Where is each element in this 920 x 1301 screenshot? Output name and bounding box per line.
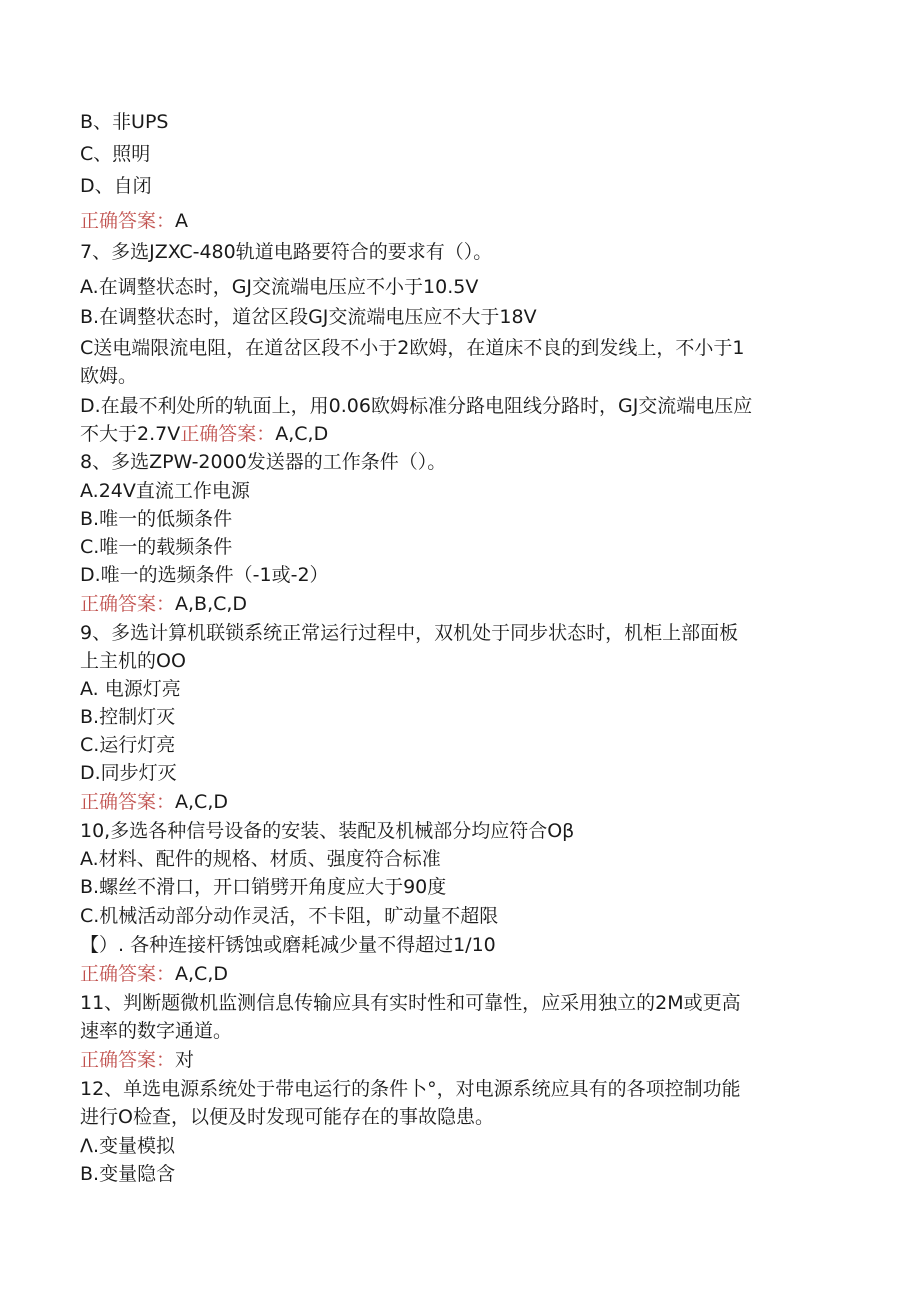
answer-label: 正确答案： [80, 1049, 176, 1071]
option-d: D.在最不利处所的轨面上，用0.06欧姆标准分路电阻线分路时，GJ交流端电压应 [80, 395, 753, 417]
answer-label: 正确答案： [80, 791, 176, 813]
answer-value: A,B,C,D [175, 593, 248, 615]
option-d: D、自闭 [80, 175, 152, 197]
option-b: B.变量隐含 [80, 1163, 176, 1185]
option-c: C.机械活动部分动作灵活，不卡阻，旷动量不超限 [80, 905, 499, 927]
answer-line [80, 960, 840, 988]
option-c-cont: 欧姆。 [80, 365, 138, 387]
option-b: B.在调整状态时，道岔区段GJ交流端电压应不大于18V [80, 306, 537, 328]
option-b: B.螺丝不滑口，开口销劈开角度应大于90度 [80, 876, 447, 898]
option-c: C送电端限流电阻，在道岔区段不小于2欧姆，在道床不良的到发线上，不小于1 [80, 337, 745, 359]
option-b: B.唯一的低频条件 [80, 508, 233, 530]
option-a: A.在调整状态时，GJ交流端电压应不小于10.5V [80, 276, 479, 298]
answer-label: 正确答案： [80, 593, 176, 615]
answer-line [80, 1046, 840, 1074]
option-a: A.24V直流工作电源 [80, 480, 250, 502]
answer-value: A [175, 210, 189, 232]
answer-line [80, 590, 840, 618]
option-d: D.同步灯灭 [80, 762, 177, 784]
answer-label: 正确答案： [80, 210, 176, 232]
option-a: A.材料、配件的规格、材质、强度符合标准 [80, 848, 441, 870]
question-11-cont: 速率的数字通道。 [80, 1020, 233, 1042]
option-c: C、照明 [80, 143, 151, 165]
option-a: A. 电源灯亮 [80, 678, 181, 700]
question-8: 8、多选ZPW-2000发送器的工作条件（）。 [80, 451, 447, 473]
option-d: 【）. 各种连接杆锈蚀或磨耗减少量不得超过1/10 [80, 934, 496, 956]
option-c: C.唯一的载频条件 [80, 536, 233, 558]
answer-line [80, 207, 840, 235]
answer-label: 正确答案： [80, 963, 176, 985]
question-10: 10,多选各种信号设备的安装、装配及机械部分均应符合Oβ [80, 820, 575, 842]
option-c: C.运行灯亮 [80, 734, 176, 756]
answer-line [80, 788, 840, 816]
option-b: B、非UPS [80, 111, 169, 133]
question-11: 11、判断题微机监测信息传输应具有实时性和可靠性，应采用独立的2M或更高 [80, 992, 741, 1014]
option-a: Λ.变量模拟 [80, 1135, 176, 1157]
question-9-cont: 上主机的OO [80, 650, 186, 672]
answer-value: A,C,D [275, 423, 329, 445]
answer-label: 正确答案： [180, 423, 276, 445]
question-12-cont: 进行O检查，以便及时发现可能存在的事故隐患。 [80, 1106, 494, 1128]
question-9: 9、多选计算机联锁系统正常运行过程中，双机处于同步状态时，机柜上部面板 [80, 622, 739, 644]
option-d: D.唯一的选频条件（-1或-2） [80, 564, 329, 586]
answer-value: A,C,D [175, 963, 228, 985]
question-12: 12、单选电源系统处于带电运行的条件卜°，对电源系统应具有的各项控制功能 [80, 1078, 741, 1100]
option-d-cont-answer: 不大于2.7V正确答案：A,C,D [80, 423, 329, 445]
option-b: B.控制灯灭 [80, 706, 176, 728]
answer-value: 对 [175, 1049, 195, 1071]
answer-value: A,C,D [175, 791, 228, 813]
question-7: 7、多选JZXC-480轨道电路要符合的要求有（）。 [80, 241, 493, 263]
